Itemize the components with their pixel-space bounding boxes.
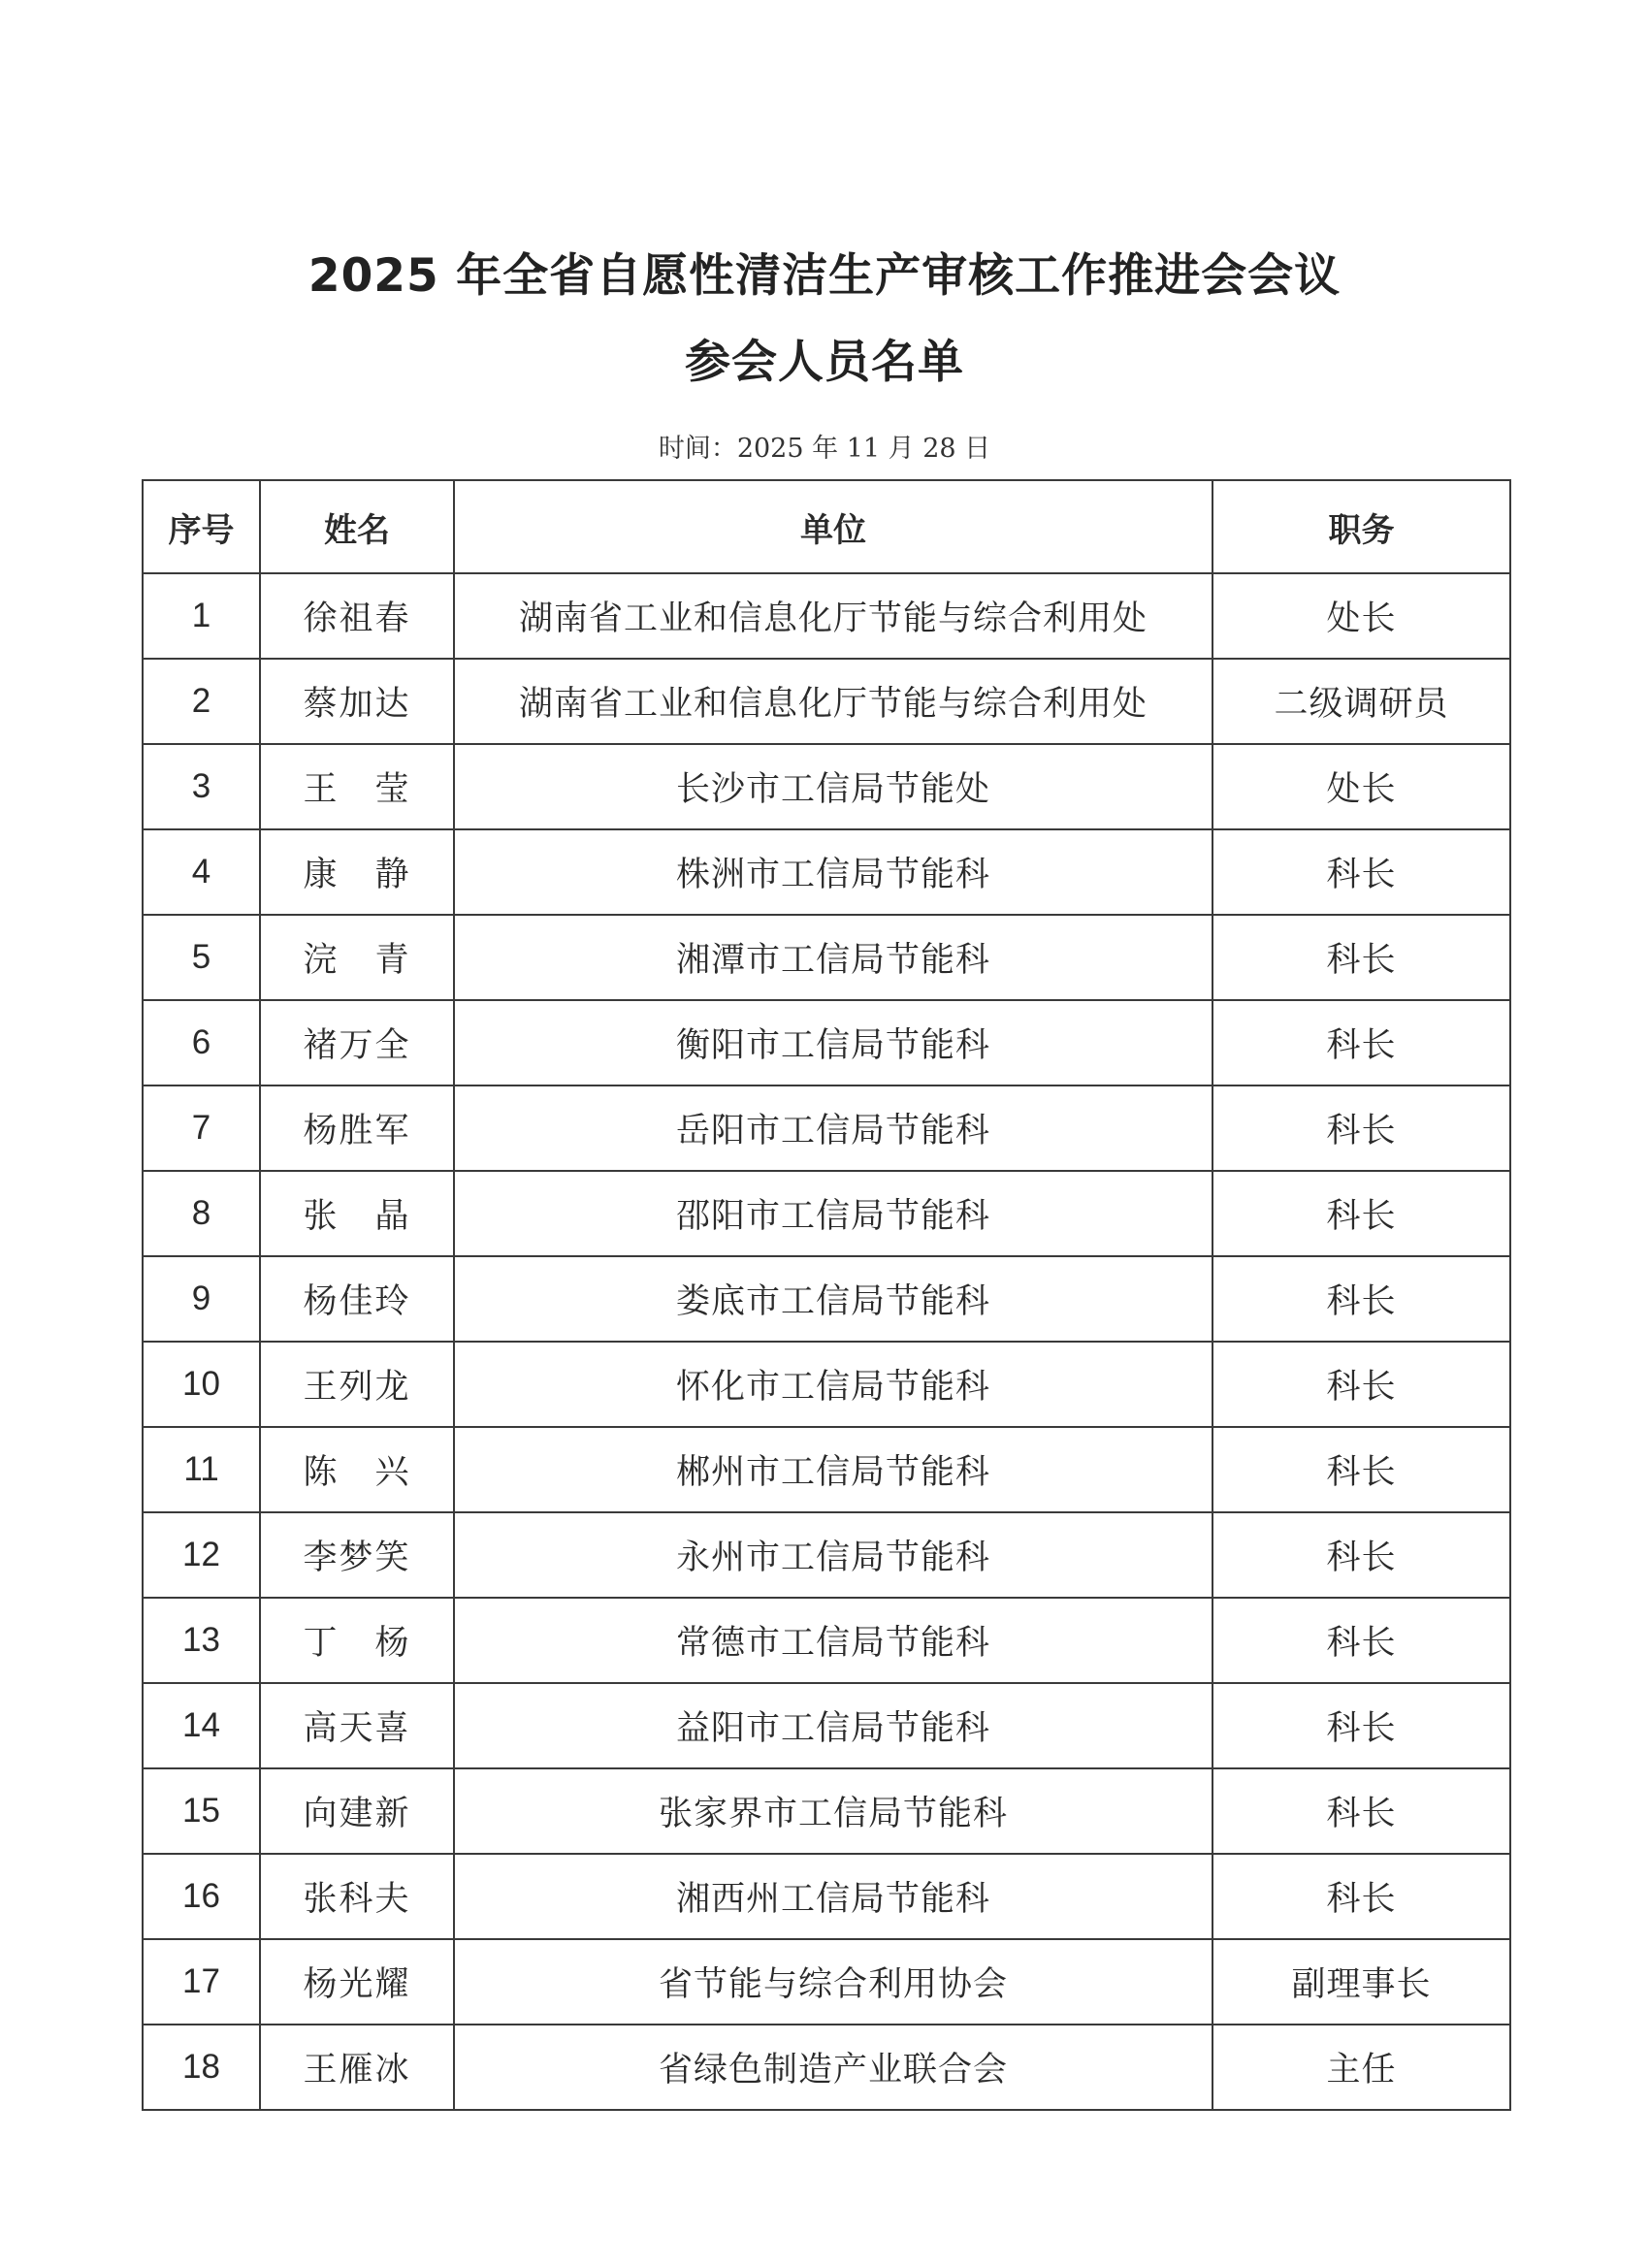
cell-seq: 8: [143, 1171, 260, 1256]
cell-name: 杨光耀: [260, 1939, 454, 2025]
cell-position: 科长: [1212, 1768, 1510, 1854]
cell-seq: 12: [143, 1512, 260, 1598]
cell-name: 徐祖春: [260, 573, 454, 659]
table-row: [143, 1512, 1510, 1598]
cell-unit: 邵阳市工信局节能科: [454, 1171, 1212, 1256]
cell-position: 处长: [1212, 573, 1510, 659]
cell-position: 处长: [1212, 744, 1510, 829]
table-row: [143, 1939, 1510, 2025]
cell-name: 杨佳玲: [260, 1256, 454, 1342]
cell-unit: 湖南省工业和信息化厅节能与综合利用处: [454, 659, 1212, 744]
cell-name: 浣 青: [260, 915, 454, 1000]
cell-name: 王雁冰: [260, 2025, 454, 2110]
cell-unit: 岳阳市工信局节能科: [454, 1085, 1212, 1171]
cell-seq: 16: [143, 1854, 260, 1939]
cell-seq: 3: [143, 744, 260, 829]
cell-unit: 常德市工信局节能科: [454, 1598, 1212, 1683]
cell-position: 科长: [1212, 1427, 1510, 1512]
table-row: [143, 915, 1510, 1000]
cell-name: 丁 杨: [260, 1598, 454, 1683]
table-row: [143, 659, 1510, 744]
table-row: [143, 1342, 1510, 1427]
cell-seq: 6: [143, 1000, 260, 1085]
cell-name: 高天喜: [260, 1683, 454, 1768]
table-row: [143, 1768, 1510, 1854]
cell-position: 科长: [1212, 1085, 1510, 1171]
cell-name: 王列龙: [260, 1342, 454, 1427]
table-row: [143, 1000, 1510, 1085]
cell-seq: 10: [143, 1342, 260, 1427]
cell-position: 二级调研员: [1212, 659, 1510, 744]
cell-unit: 张家界市工信局节能科: [454, 1768, 1212, 1854]
cell-seq: 13: [143, 1598, 260, 1683]
table-row: [143, 2025, 1510, 2110]
document-title-line2: 参会人员名单: [685, 336, 964, 389]
cell-position: 科长: [1212, 829, 1510, 915]
cell-seq: 7: [143, 1085, 260, 1171]
cell-position: 科长: [1212, 1512, 1510, 1598]
cell-name: 李梦笑: [260, 1512, 454, 1598]
cell-seq: 18: [143, 2025, 260, 2110]
cell-name: 陈 兴: [260, 1427, 454, 1512]
cell-unit: 长沙市工信局节能处: [454, 744, 1212, 829]
table-row: [143, 573, 1510, 659]
meeting-time: 时间：2025 年 11 月 28 日: [658, 434, 991, 464]
cell-position: 科长: [1212, 915, 1510, 1000]
cell-unit: 湘潭市工信局节能科: [454, 915, 1212, 1000]
cell-name: 张 晶: [260, 1171, 454, 1256]
cell-seq: 14: [143, 1683, 260, 1768]
cell-name: 向建新: [260, 1768, 454, 1854]
cell-seq: 2: [143, 659, 260, 744]
cell-unit: 湖南省工业和信息化厅节能与综合利用处: [454, 573, 1212, 659]
table-row: [143, 1427, 1510, 1512]
cell-position: 科长: [1212, 1683, 1510, 1768]
cell-name: 张科夫: [260, 1854, 454, 1939]
table-row: [143, 744, 1510, 829]
header-seq: 序号: [143, 480, 260, 573]
cell-position: 科长: [1212, 1854, 1510, 1939]
cell-name: 杨胜军: [260, 1085, 454, 1171]
cell-position: 科长: [1212, 1171, 1510, 1256]
cell-seq: 11: [143, 1427, 260, 1512]
cell-seq: 4: [143, 829, 260, 915]
table-row: [143, 829, 1510, 915]
cell-seq: 9: [143, 1256, 260, 1342]
attendee-table: [142, 479, 1511, 2111]
header-position: 职务: [1212, 480, 1510, 573]
table-row: [143, 1171, 1510, 1256]
cell-unit: 湘西州工信局节能科: [454, 1854, 1212, 1939]
cell-unit: 衡阳市工信局节能科: [454, 1000, 1212, 1085]
cell-unit: 娄底市工信局节能科: [454, 1256, 1212, 1342]
cell-position: 科长: [1212, 1000, 1510, 1085]
header-name: 姓名: [260, 480, 454, 573]
cell-unit: 怀化市工信局节能科: [454, 1342, 1212, 1427]
table-row: [143, 1854, 1510, 1939]
cell-position: 科长: [1212, 1598, 1510, 1683]
cell-name: 蔡加达: [260, 659, 454, 744]
table-header-row: [143, 480, 1510, 573]
table-row: [143, 1256, 1510, 1342]
cell-unit: 永州市工信局节能科: [454, 1512, 1212, 1598]
cell-unit: 省绿色制造产业联合会: [454, 2025, 1212, 2110]
cell-name: 王 莹: [260, 744, 454, 829]
table-row: [143, 1598, 1510, 1683]
table-row: [143, 1683, 1510, 1768]
document-title-line1: 2025 年全省自愿性清洁生产审核工作推进会会议: [307, 249, 1342, 303]
cell-name: 褚万全: [260, 1000, 454, 1085]
cell-seq: 1: [143, 573, 260, 659]
cell-seq: 15: [143, 1768, 260, 1854]
cell-position: 副理事长: [1212, 1939, 1510, 2025]
cell-seq: 5: [143, 915, 260, 1000]
header-unit: 单位: [454, 480, 1212, 573]
cell-name: 康 静: [260, 829, 454, 915]
cell-unit: 株洲市工信局节能科: [454, 829, 1212, 915]
cell-unit: 省节能与综合利用协会: [454, 1939, 1212, 2025]
table-row: [143, 1085, 1510, 1171]
cell-unit: 益阳市工信局节能科: [454, 1683, 1212, 1768]
cell-unit: 郴州市工信局节能科: [454, 1427, 1212, 1512]
cell-position: 科长: [1212, 1256, 1510, 1342]
cell-position: 科长: [1212, 1342, 1510, 1427]
cell-position: 主任: [1212, 2025, 1510, 2110]
cell-seq: 17: [143, 1939, 260, 2025]
